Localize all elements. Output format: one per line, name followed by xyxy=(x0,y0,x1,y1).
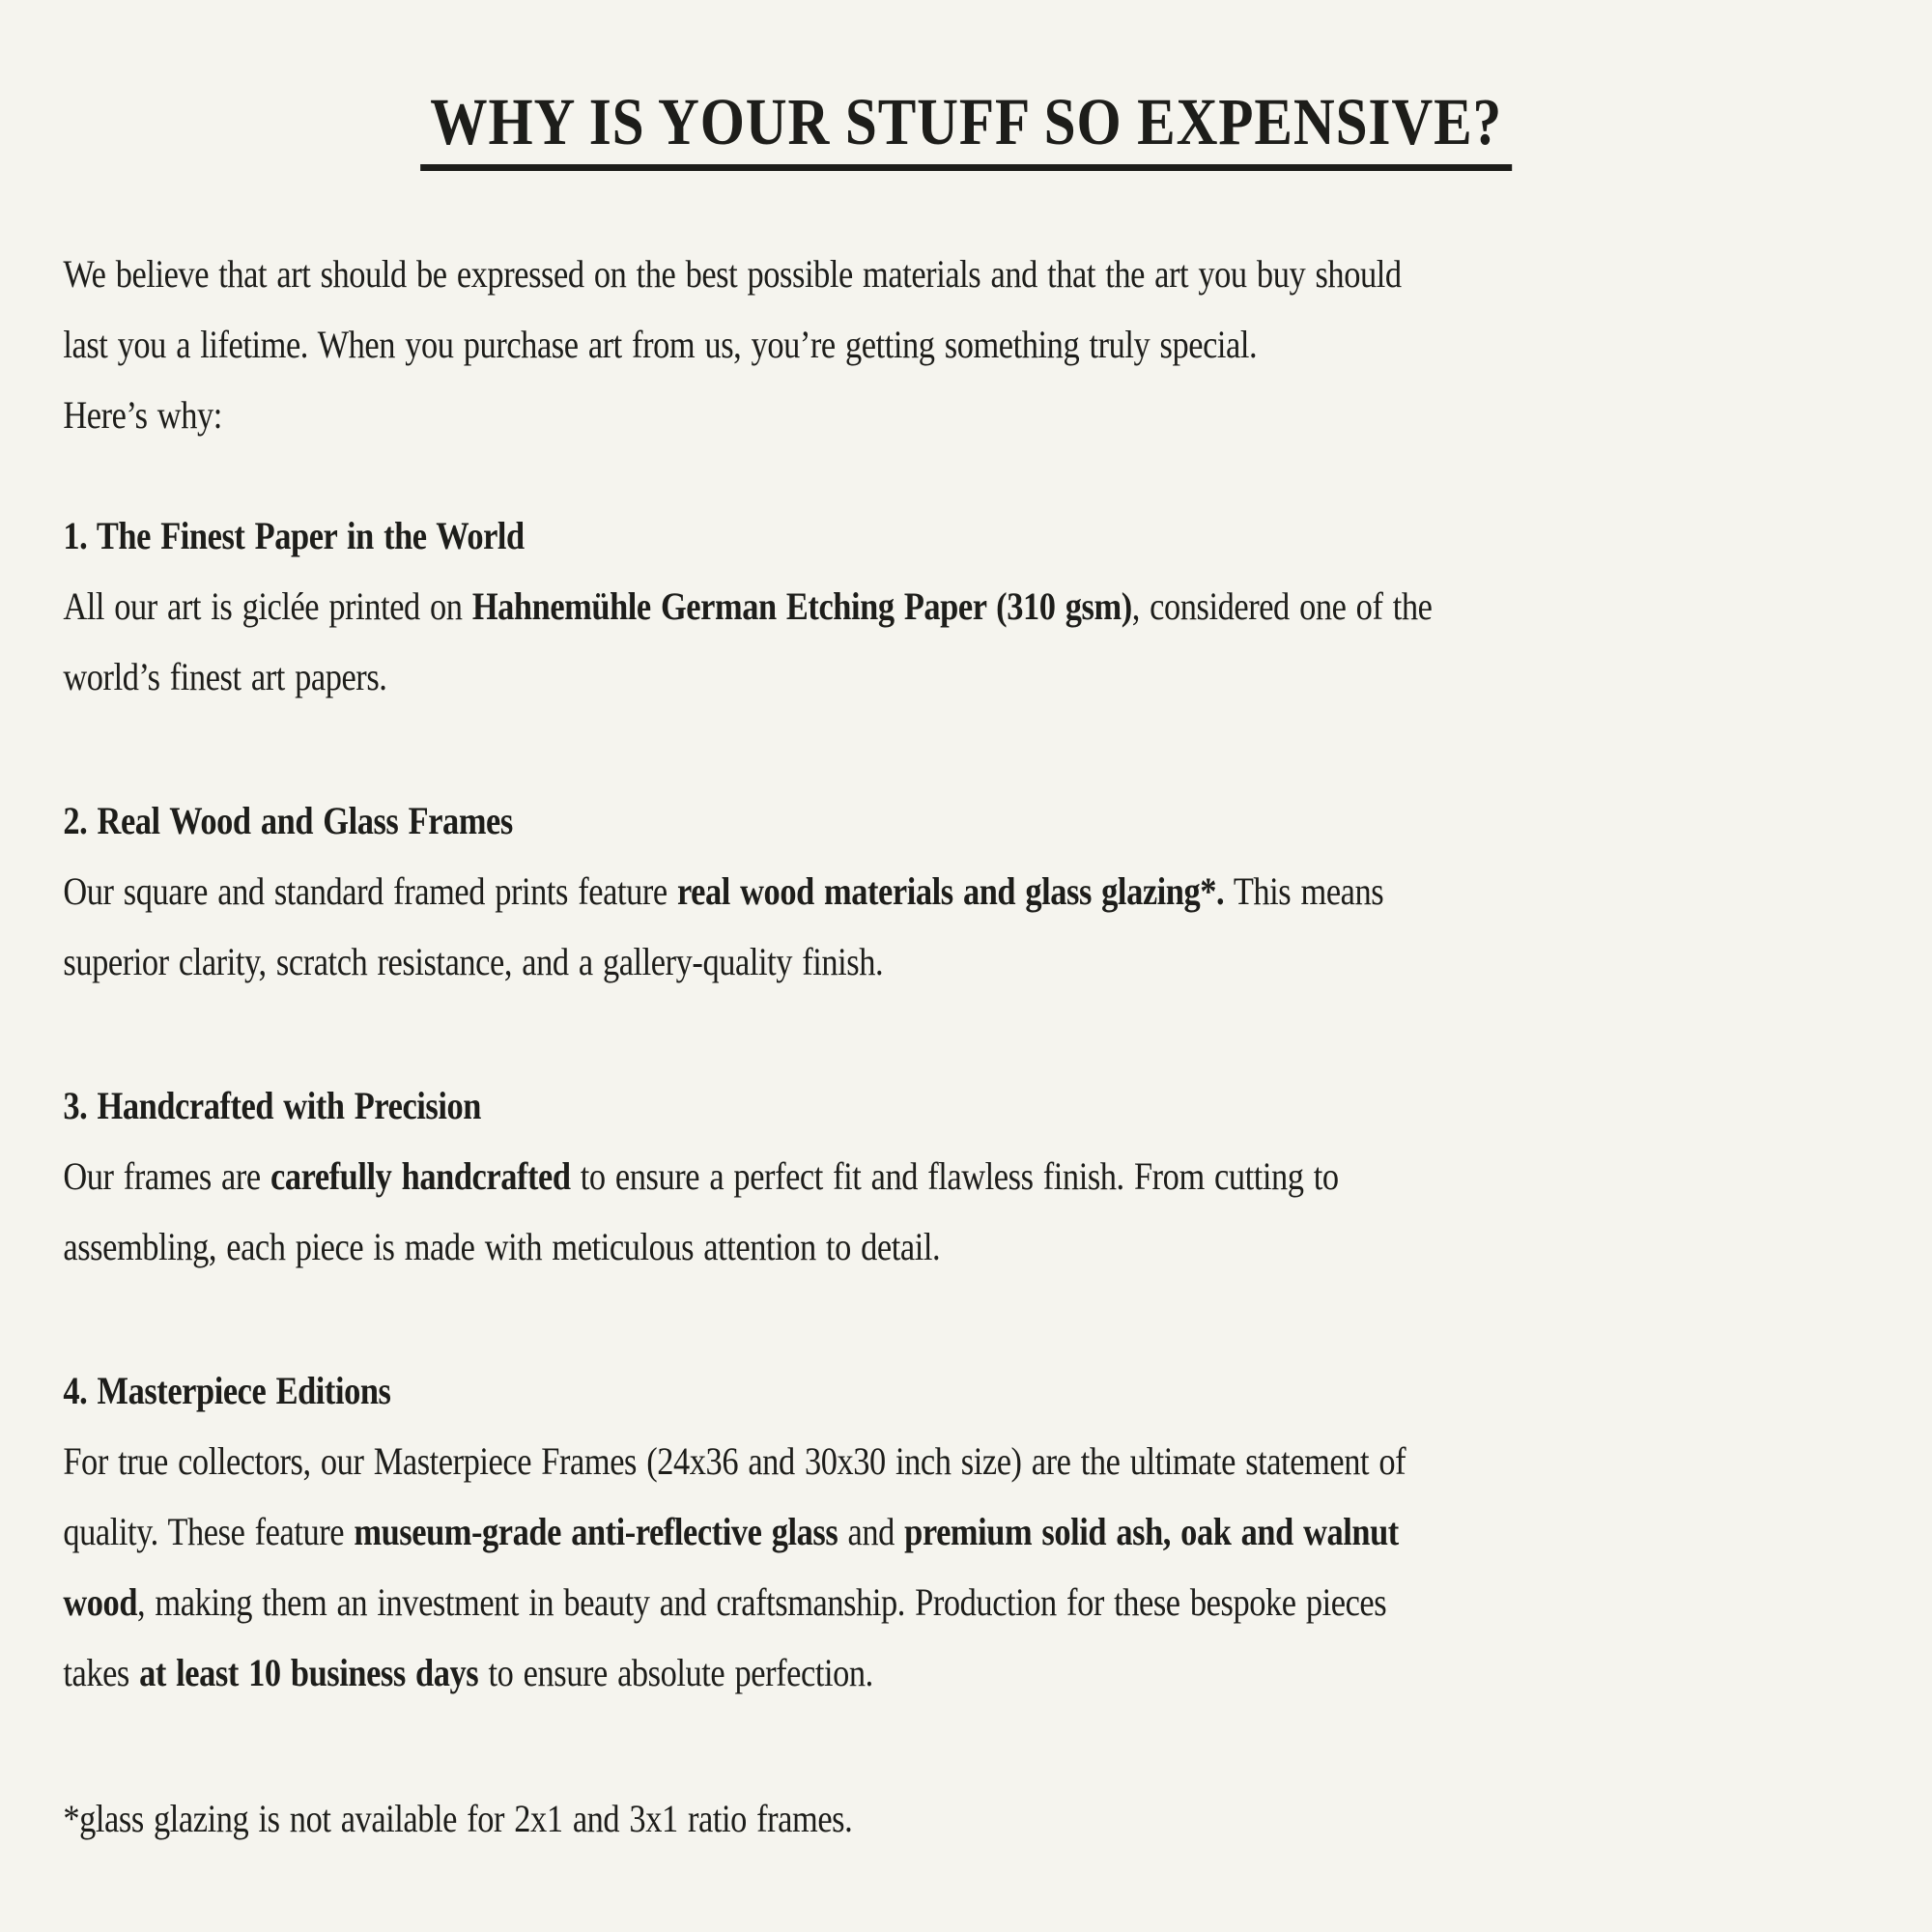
section-paragraph: All our art is giclée printed on Hahnemühle German Etching Paper (310 gsm), considered one of the world’s finest art papers. xyxy=(63,584,1433,698)
section-heading: 3. Handcrafted with Precision xyxy=(63,1084,481,1127)
intro-block xyxy=(63,239,1448,450)
page-title: WHY IS YOUR STUFF SO EXPENSIVE? xyxy=(420,89,1512,171)
page-content xyxy=(63,239,1448,1854)
intro-paragraph: We believe that art should be expressed on the best possible materials and that the art you buy should last you a lifetime. When you purchase art from us, you’re getting something truly special. xyxy=(63,252,1402,366)
heres-why-label: Here’s why: xyxy=(63,393,222,437)
section-handcrafted xyxy=(63,1070,1448,1282)
section-masterpiece-editions xyxy=(63,1355,1448,1708)
section-heading: 2. Real Wood and Glass Frames xyxy=(63,799,513,842)
section-heading: 4. Masterpiece Editions xyxy=(63,1369,391,1412)
section-paragraph: Our frames are carefully handcrafted to ensure a perfect fit and flawless finish. From cutting to assembling, each piece is made with meticulous attention to detail. xyxy=(63,1154,1339,1268)
section-finest-paper xyxy=(63,500,1448,712)
glazing-footnote: *glass glazing is not available for 2x1 and 3x1 ratio frames. xyxy=(63,1797,853,1840)
section-paragraph: For true collectors, our Masterpiece Frames (24x36 and 30x30 inch size) are the ultimate statement of quality. These feature museum-grade anti-reflective glass and premium solid ash, oak and walnut wood, making them an investment in beauty and craftsmanship. Production for these bespoke pieces takes at least 10 business days to ensure absolute perfection. xyxy=(63,1439,1406,1694)
section-heading: 1. The Finest Paper in the World xyxy=(63,514,525,557)
section-paragraph: Our square and standard framed prints feature real wood materials and glass glazing*. This means superior clarity, scratch resistance, and a gallery-quality finish. xyxy=(63,869,1384,983)
title-row xyxy=(63,0,1869,171)
section-wood-glass-frames xyxy=(63,785,1448,997)
